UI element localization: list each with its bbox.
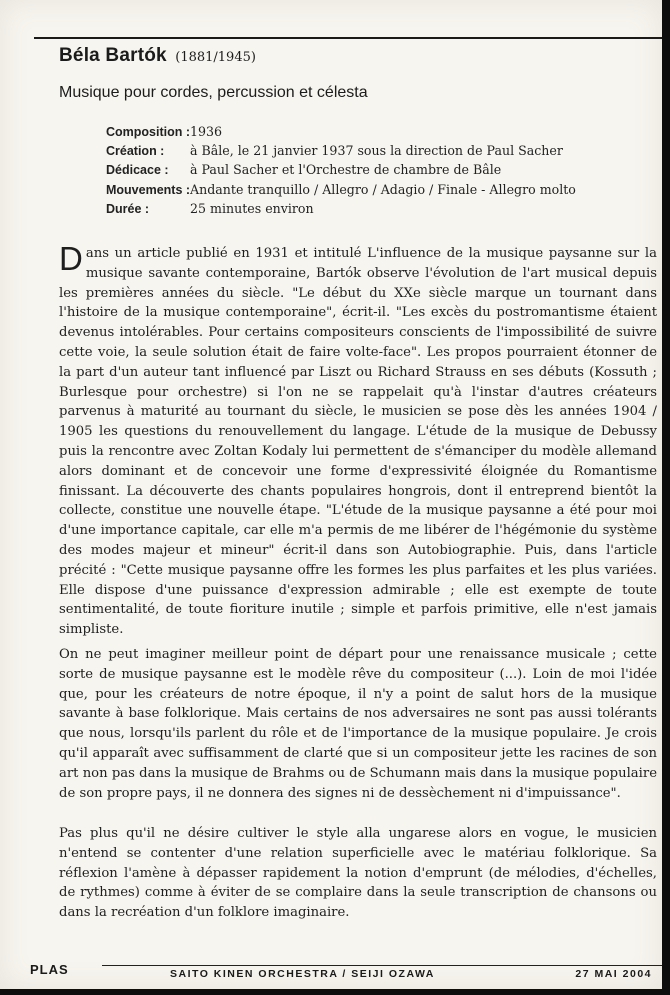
body-paragraph-3: Pas plus qu'il ne désire cultiver le style alla ungarese alors en vogue, le musicien n'entend se contenter d'une relation superficielle avec le matériau folklorique. Sa réflexion l'amène à dépasser rapidement la notion d'emprunt (de mélodies, d'échelles, de rythmes) comme à éviter de se complaire dans la seule transcription de chansons ou dans la recréation d'un folklore imaginaire. bbox=[59, 826, 657, 921]
composer-name: Béla Bartók bbox=[59, 45, 167, 66]
footer-brand: PLAS bbox=[30, 962, 69, 977]
composer-heading bbox=[59, 45, 256, 67]
work-title: Musique pour cordes, percussion et célesta bbox=[59, 84, 368, 101]
footer-date: 27 MAI 2004 bbox=[575, 968, 652, 980]
info-value: à Paul Sacher et l'Orchestre de chambre de Bâle bbox=[190, 162, 502, 178]
info-value: 1936 bbox=[190, 124, 223, 139]
footer-orchestra: SAITO KINEN ORCHESTRA / SEIJI OZAWA bbox=[170, 968, 435, 980]
composer-dates: (1881/1945) bbox=[175, 50, 256, 65]
drop-cap: D bbox=[59, 240, 83, 277]
paragraph-text: ans un article publié en 1931 et intitulé L'influence de la musique paysanne sur la musique savante contemporaine, Bartók observe l'évolution de l'art musical depuis les premières années du siècle. "Le début du XXe siècle marque un tournant dans l'histoire de la musique contemporaine", écrit-il. "Les excès du postromantisme étaient devenus intolérables. Pour certains compositeurs conscients de l'impossibilité de suivre cette voie, la seule solution était de faire volte-face". Les propos pourraient étonner de la part d'un auteur tant influencé par Liszt ou Richard Strauss en ses débuts (Kossuth ; Burlesque pour orchestre) si l'on ne se rappelait qu'à l'instar d'autres créateurs parvenus à maturité au tournant du siècle, le musicien se pose dès les années 1904 / 1905 les questions du renouvellement du langage. L'étude de la musique de Debussy puis la rencontre avec Zoltan Kodaly lui permettent de s'émanciper du modèle allemand alors dominant et de concevoir une forme d'expressivité éloignée du Romantisme finissant. La découverte des chants populaires hongrois, dont il entreprend bientôt la collecte, constitue une nouvelle étape. "L'étude de la musique paysanne a été pour moi d'une importance capitale, car elle m'a permis de me libérer de l'hégémonie du système des modes majeur et mineur" écrit-il dans son Autobiographie. Puis, dans l'article précité : "Cette musique paysanne offre les formes les plus parfaites et les plus variées. Elle dispose d'une puissance d'expression admirable ; elle est exempte de toute sentimentalité, de toute fioriture inutile ; simple et parfois primitive, elle n'est jamais simpliste. bbox=[59, 246, 657, 638]
info-value: Andante tranquillo / Allegro / Adagio / Finale - Allegro molto bbox=[190, 181, 576, 197]
body-paragraph-1 bbox=[59, 240, 657, 640]
work-info-list bbox=[106, 122, 576, 218]
info-label: Composition : bbox=[106, 125, 191, 139]
top-rule bbox=[34, 37, 662, 39]
info-label: Durée : bbox=[106, 201, 150, 216]
info-label: Mouvements : bbox=[106, 182, 191, 197]
info-row-dedicace bbox=[106, 160, 576, 179]
page-footer bbox=[30, 962, 662, 978]
info-label: Création : bbox=[106, 144, 165, 159]
info-value: 25 minutes environ bbox=[190, 200, 314, 216]
info-value: à Bâle, le 21 janvier 1937 sous la direction de Paul Sacher bbox=[190, 143, 563, 159]
info-row-creation bbox=[106, 141, 576, 160]
info-label: Dédicace : bbox=[106, 163, 169, 178]
info-row-composition bbox=[106, 122, 576, 141]
info-row-duree bbox=[106, 199, 576, 218]
body-paragraph-2: On ne peut imaginer meilleur point de départ pour une renaissance musicale ; cette sorte de musique paysanne est le modèle rêve du compositeur (...). Loin de moi l'idée que, pour les créateurs de notre époque, il n'y a point de salut hors de la musique savante à base folklorique. Mais certains de nos adversaires ne sont pas aussi tolérants que nous, lorsqu'ils parlent du rôle et de l'importance de la musique populaire. Je crois qu'il apparaît avec suffisamment de clarté que si un compositeur jette les racines de son art non pas dans la musique de Brahms ou de Schumann mais dans la musique populaire de son propre pays, il ne donnera des signes ni de dessèchement ni d'impuissance". bbox=[59, 647, 657, 801]
info-row-mouvements bbox=[106, 180, 576, 199]
footer-rule bbox=[102, 965, 662, 966]
